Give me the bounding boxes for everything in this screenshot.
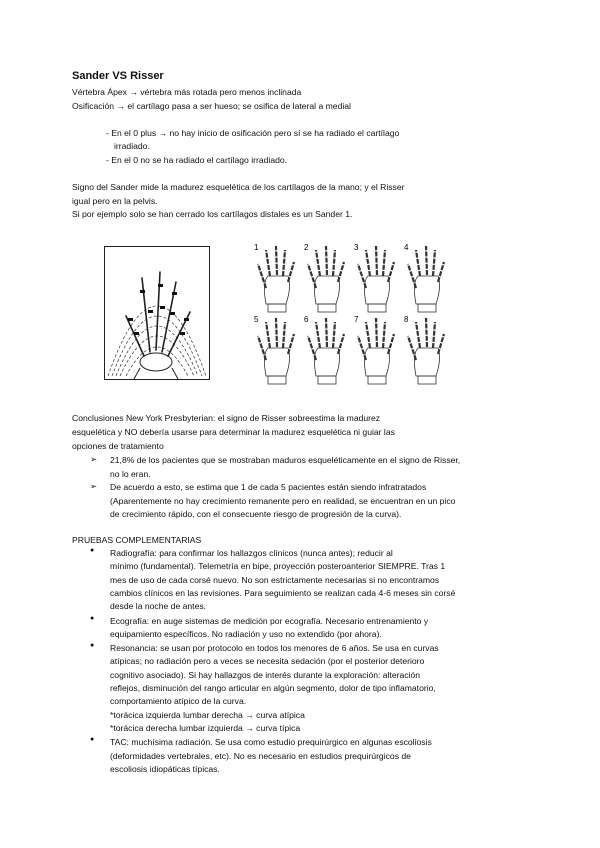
- conclusions-line-3: opciones de tratamiento: [72, 441, 164, 451]
- bullet-tac-line-2: (deformidades vertebrales, etc). No es necesario en estudios prequirúrgicos de: [110, 750, 411, 761]
- bullet-radiografia-line-4: cambios clínicos en las revisiones. Para seguimiento se realizan cada 4-6 meses sin corsé: [110, 587, 456, 598]
- bullet-radiografia-line-5: desde la noche de antes.: [110, 601, 207, 612]
- sander-line-3: Si por ejemplo solo se han cerrado los cartílagos distales es un Sander 1.: [72, 209, 353, 219]
- bullet-tac-line-1: TAC: muchísima radiación. Se usa como estudio prequirúrgico en algunas escoliosis: [110, 737, 432, 748]
- bullet-resonancia-line-3: cognitivo asociado). Si hay hallazgos de interés durante la exploración: alteración: [110, 669, 421, 680]
- xray-label: 4: [404, 243, 409, 252]
- section-title: PRUEBAS COMPLEMENTARIAS: [72, 535, 202, 545]
- dash-item-zero-plus: - En el 0 plus → no hay inicio de osificación pero sí se ha radiado el cartílago: [106, 128, 400, 138]
- sander-hand-diagram: [104, 246, 210, 380]
- sander-line-2: igual pero en la pelvis.: [72, 196, 158, 206]
- conclusions-line-2: esquelética y NO debería usarse para determinar la madurez esquelética ni guiar las: [72, 427, 395, 437]
- xray-label: 1: [254, 243, 259, 252]
- xray-label: 8: [404, 315, 409, 324]
- hand-xray-2: [304, 243, 344, 312]
- arrow-item-1-line-1: 21,8% de los pacientes que se mostraban maduros esqueléticamente en el signo de Risser,: [110, 455, 461, 465]
- xray-label: 2: [304, 243, 309, 252]
- page-title: Sander VS Risser: [72, 70, 164, 82]
- hand-xray-1: [254, 243, 294, 312]
- hand-xray-4: [404, 243, 444, 312]
- dash-item-zero: - En el 0 no se ha radiado el cartílago irradiado.: [106, 155, 288, 165]
- bullet-dot-icon: ●: [90, 614, 95, 622]
- hand-xray-6: [304, 315, 344, 384]
- sander-line-1: Signo del Sander mide la madurez esquelética de los cartílagos de la mano; y el Risser: [72, 182, 405, 192]
- arrow-item-1-line-2: no lo eran.: [110, 469, 151, 479]
- xray-label: 5: [254, 315, 259, 324]
- bullet-radiografia-line-3: mes de uso de cada corsé nuevo. No son estrictamente necesarias si no encontramos: [110, 574, 440, 585]
- bullet-resonancia-line-2: atípicas; no radiación pero a veces se necesita sedación (por el posterior deterioro: [110, 656, 425, 667]
- dash-item-zero-plus-cont: irradiado.: [114, 141, 150, 151]
- hand-xray-3: [354, 243, 394, 312]
- xray-label: 7: [354, 315, 359, 324]
- arrow-bullet-icon: ➢: [90, 454, 98, 464]
- hand-xray-7: [354, 315, 394, 384]
- bullet-resonancia-line-7: *torácica derecha lumbar izquierda → curva típica: [110, 722, 301, 733]
- intro-line-ossification: Osificación → el cartílago pasa a ser hueso; se osifica de lateral a medial: [72, 101, 351, 111]
- bullet-dot-icon: ●: [90, 736, 95, 744]
- bullet-ecografia-line-2: equipamiento específicos. No radiación y uso no extendido (por ahora).: [110, 628, 382, 639]
- bullet-ecografia-line-1: Ecografía: en auge sistemas de medición por ecografía. Necesario entrenamiento y: [110, 615, 429, 626]
- bullet-resonancia-line-6: *torácica izquierda lumbar derecha → curva atípica: [110, 709, 305, 720]
- xray-label: 6: [304, 315, 309, 324]
- bullet-resonancia-line-1: Resonancia: se usan por protocolo en todos los menores de 6 años. Se usa en curvas: [110, 643, 439, 654]
- hand-xray-5: [254, 315, 294, 384]
- bullet-radiografia-line-2: mínimo (fundamental). Telemetría en bipe, proyección posteroanterior SIEMPRE. Tras 1: [110, 561, 446, 572]
- hand-xray-8: [404, 315, 444, 384]
- bullet-tac-line-3: escoliosis idiopáticas típicas.: [110, 763, 220, 774]
- bullet-resonancia-line-5: comportamiento atípico de la curva.: [110, 696, 247, 707]
- arrow-bullet-icon: ➢: [90, 481, 98, 491]
- intro-line-apex: Vértebra Ápex → vértebra más rotada pero menos inclinada: [72, 87, 302, 97]
- bullet-resonancia-line-4: reflejos, disminución del rango articular en algún segmento, dolor de tipo inflamatorio,: [110, 683, 436, 693]
- bullet-radiografia-line-1: Radiografía: para confirmar los hallazgos clínicos (nunca antes); reducir al: [110, 548, 393, 558]
- arrow-item-2-line-3: de crecimiento rápido, con el consecuente riesgo de progresión de la curva).: [110, 509, 402, 519]
- bullet-dot-icon: ●: [90, 547, 95, 554]
- xray-label: 3: [354, 243, 359, 252]
- arrow-item-2-line-2: (Aparentemente no hay crecimiento remanente pero en realidad, se encuentran en un pico: [110, 496, 456, 506]
- hand-xray-stages-figure: [252, 240, 454, 390]
- arrow-item-2-line-1: De acuerdo a esto, se estima que 1 de cada 5 pacientes están siendo infratratados: [110, 482, 427, 492]
- bullet-dot-icon: ●: [90, 642, 95, 650]
- conclusions-line-1: Conclusiones New York Presbyterian: el signo de Risser sobreestima la madurez: [72, 413, 381, 423]
